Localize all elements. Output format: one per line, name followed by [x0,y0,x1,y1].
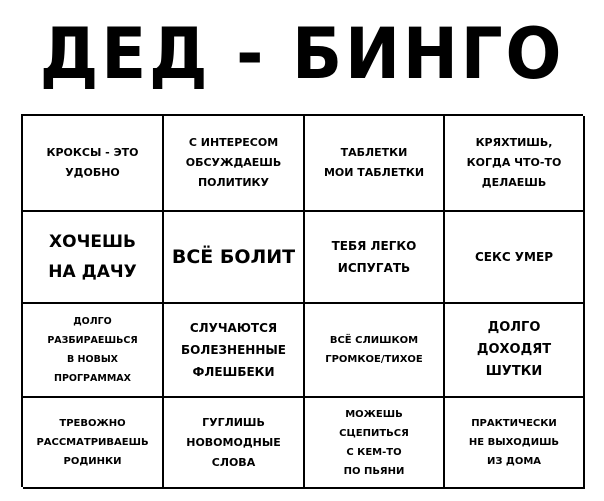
bingo-cell: КРЯХТИШЬ, КОГДА ЧТО-ТО ДЕЛАЕШЬ [445,116,585,212]
bingo-cell: ТЕБЯ ЛЕГКО ИСПУГАТЬ [305,212,445,304]
bingo-cell: С ИНТЕРЕСОМ ОБСУЖДАЕШЬ ПОЛИТИКУ [164,116,305,212]
bingo-cell: ВСЁ БОЛИТ [164,212,305,304]
bingo-cell: КРОКСЫ - ЭТО УДОБНО [23,116,164,212]
bingo-cell: ВСЁ СЛИШКОМ ГРОМКОЕ/ТИХОЕ [305,304,445,398]
bingo-cell: МОЖЕШЬ СЦЕПИТЬСЯ С КЕМ-ТО ПО ПЬЯНИ [305,398,445,489]
page-title: ДЕД - БИНГО [39,13,565,95]
bingo-cell: ПРАКТИЧЕСКИ НЕ ВЫХОДИШЬ ИЗ ДОМА [445,398,585,489]
bingo-cell: ДОЛГО РАЗБИРАЕШЬСЯ В НОВЫХ ПРОГРАММАХ [23,304,164,398]
bingo-cell: ГУГЛИШЬ НОВОМОДНЫЕ СЛОВА [164,398,305,489]
bingo-cell: СЛУЧАЮТСЯ БОЛЕЗНЕННЫЕ ФЛЕШБЕКИ [164,304,305,398]
bingo-cell: ХОЧЕШЬ НА ДАЧУ [23,212,164,304]
bingo-cell: ТРЕВОЖНО РАССМАТРИВАЕШЬ РОДИНКИ [23,398,164,489]
bingo-cell: ТАБЛЕТКИ МОИ ТАБЛЕТКИ [305,116,445,212]
bingo-cell: ДОЛГО ДОХОДЯТ ШУТКИ [445,304,585,398]
bingo-cell: СЕКС УМЕР [445,212,585,304]
bingo-grid [21,114,583,487]
